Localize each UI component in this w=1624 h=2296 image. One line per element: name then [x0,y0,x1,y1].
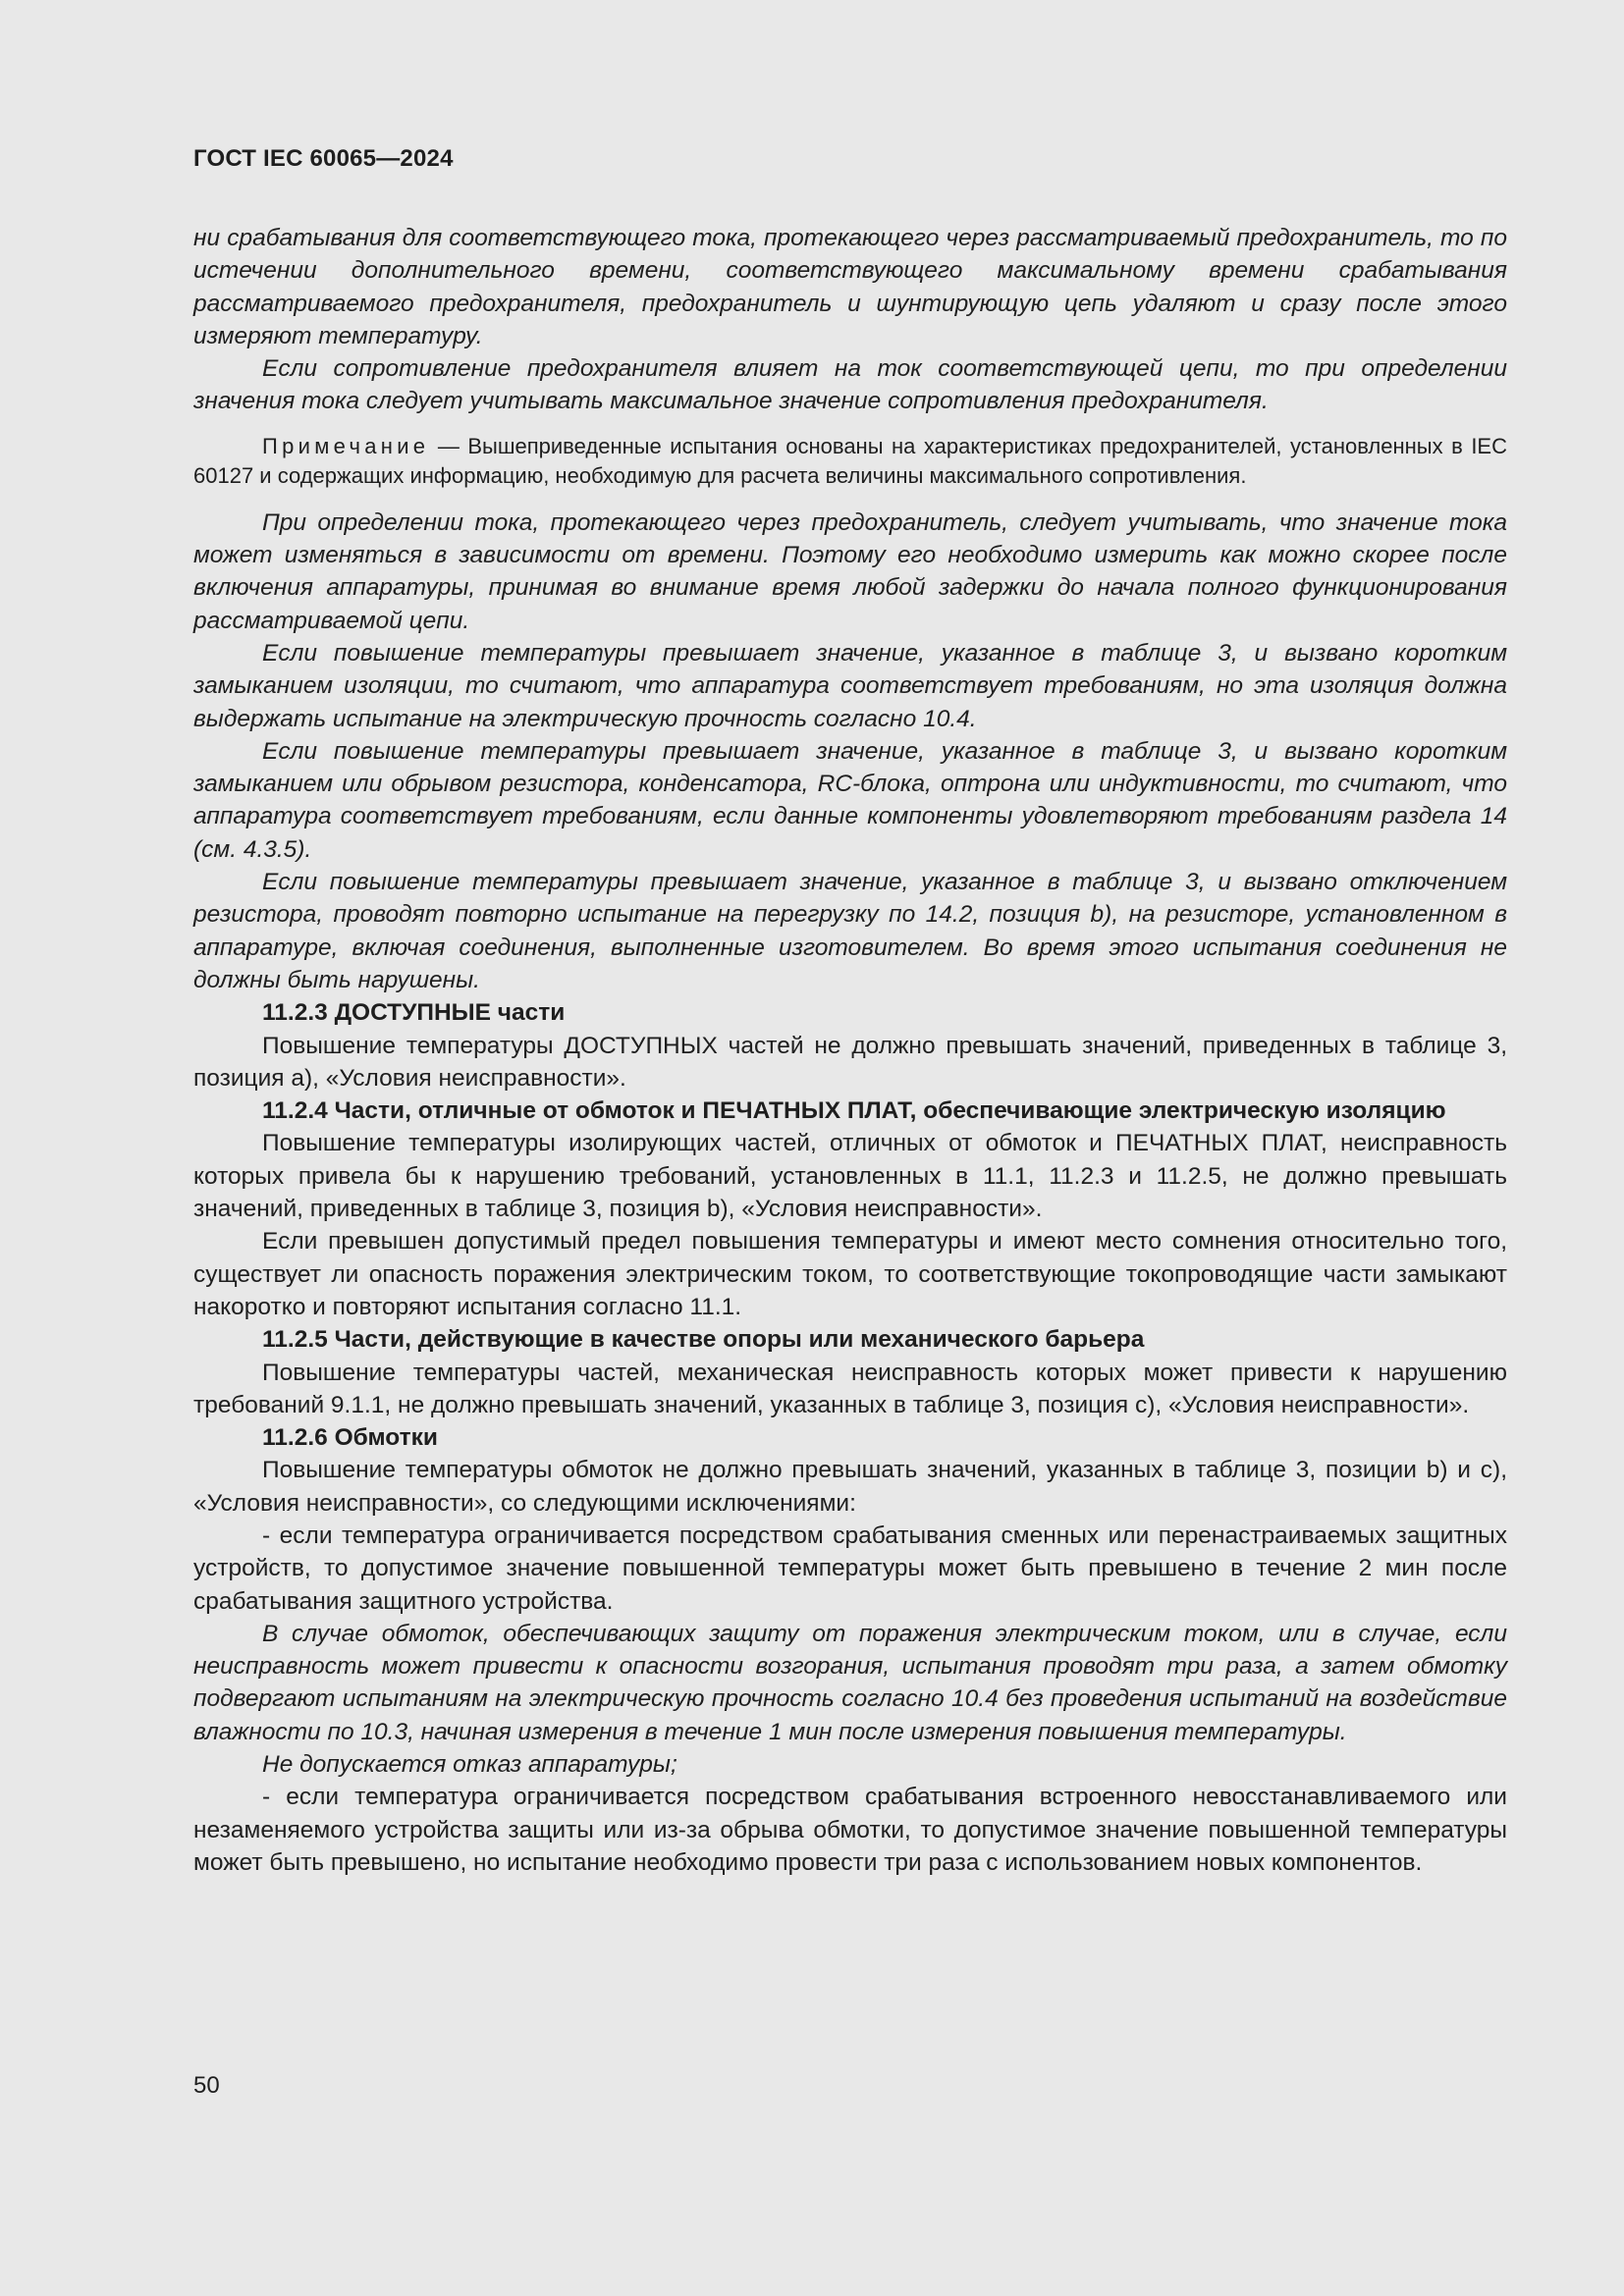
paragraph: Если повышение температуры превышает значение, указанное в таблице 3, и вызвано отключением резистора, проводят повторно испытание на перегрузку по 14.2, позиция b), на резисторе, установленном в аппаратуре, включая соединения, выполненные изготовителем. Во время этого испытания соединения не должны быть нарушены. [193,869,1507,993]
paragraph: Повышение температуры частей, механическая неисправность которых может привести к нарушению требований 9.1.1, не должно превышать значений, указанных в таблице 3, позиция c), «Условия неисправности». [193,1359,1507,1418]
paragraph: Если превышен допустимый предел повышения температуры и имеют место сомнения относительно того, существует ли опасность поражения электрическим током, то соответствующие токопроводящие части замыкают накоротко и повторяют испытания согласно 11.1. [193,1228,1507,1320]
paragraph: Не допускается отказ аппаратуры; [262,1751,677,1779]
document-header: ГОСТ IEC 60065—2024 [193,145,454,172]
section-heading: 11.2.5 Части, действующие в качестве опоры или механического барьера [262,1326,1145,1354]
list-item: - если температура ограничивается посредством срабатывания встроенного невосстанавливаемого или незаменяемого устройства защиты или из-за обрыва обмотки, то допустимое значение повышенной температуры может быть превышено, но испытание необходимо провести три раза с использованием новых компонентов. [193,1784,1507,1876]
paragraph: Если сопротивление предохранителя влияет на ток соответствующей цепи, то при определении значения тока следует учитывать максимальное значение сопротивления предохранителя. [193,355,1507,415]
paragraph: Если повышение температуры превышает значение, указанное в таблице 3, и вызвано коротким замыканием изоляции, то считают, что аппаратура соответствует требованиям, но эта изоляция должна выдержать испытание на электрическую прочность согласно 10.4. [193,639,1507,732]
paragraph: В случае обмоток, обеспечивающих защиту от поражения электрическим током, или в случае, если неисправность может привести к опасности возгорания, испытания проводят три раза, а затем обмотку подвергают испытаниям на электрическую прочность согласно 10.4 без проведения испытаний на воздействие влажности по 10.3, начиная измерения в течение 1 мин после измерения повышения температуры. [193,1620,1507,1745]
page-body [193,222,1507,1879]
note-text: — Вышеприведенные испытания основаны на характеристиках предохранителей, установленных в IEC 60127 и содержащих информацию, необходимую для расчета величины максимального сопротивления. [193,433,1507,488]
section-heading: 11.2.3 ДОСТУПНЫЕ части [262,999,566,1027]
page-number: 50 [193,2072,220,2099]
paragraph: Повышение температуры обмоток не должно превышать значений, указанных в таблице 3, позиции b) и c), «Условия неисправности», со следующими исключениями: [193,1457,1507,1517]
paragraph: При определении тока, протекающего через предохранитель, следует учитывать, что значение тока может изменяться в зависимости от времени. Поэтому его необходимо измерить как можно скорее после включения аппаратуры, принимая во внимание время любой задержки до начала полного функционирования рассматриваемой цепи. [193,508,1507,634]
note-label: Примечание [262,433,430,458]
paragraph: ни срабатывания для соответствующего тока, протекающего через рассматриваемый предохранитель, то по истечении дополнительного времени, соответствующего максимальному времени срабатывания рассматриваемого предохранителя, предохранитель и шунтирующую цепь удаляют и сразу после этого измеряют температуру. [193,225,1507,349]
paragraph: Повышение температуры ДОСТУПНЫХ частей не должно превышать значений, приведенных в таблице 3, позиция a), «Условия неисправности». [193,1032,1507,1092]
section-heading: 11.2.6 Обмотки [262,1424,438,1452]
section-heading: 11.2.4 Части, отличные от обмоток и ПЕЧАТНЫХ ПЛАТ, обеспечивающие электрическую изоляцию [262,1097,1446,1125]
note [193,432,1507,491]
paragraph: Если повышение температуры превышает значение, указанное в таблице 3, и вызвано коротким замыканием или обрывом резистора, конденсатора, RC-блока, оптрона или индуктивности, то считают, что аппаратура соответствует требованиям, если данные компоненты удовлетворяют требованиям раздела 14 (см. 4.3.5). [193,737,1507,863]
list-item: - если температура ограничивается посредством срабатывания сменных или перенастраиваемых защитных устройств, то допустимое значение повышенной температуры может быть превышено в течение 2 мин после срабатывания защитного устройства. [193,1522,1507,1615]
paragraph: Повышение температуры изолирующих частей, отличных от обмоток и ПЕЧАТНЫХ ПЛАТ, неисправность которых привела бы к нарушению требований, установленных в 11.1, 11.2.3 и 11.2.5, не должно превышать значений, приведенных в таблице 3, позиция b), «Условия неисправности». [193,1130,1507,1223]
